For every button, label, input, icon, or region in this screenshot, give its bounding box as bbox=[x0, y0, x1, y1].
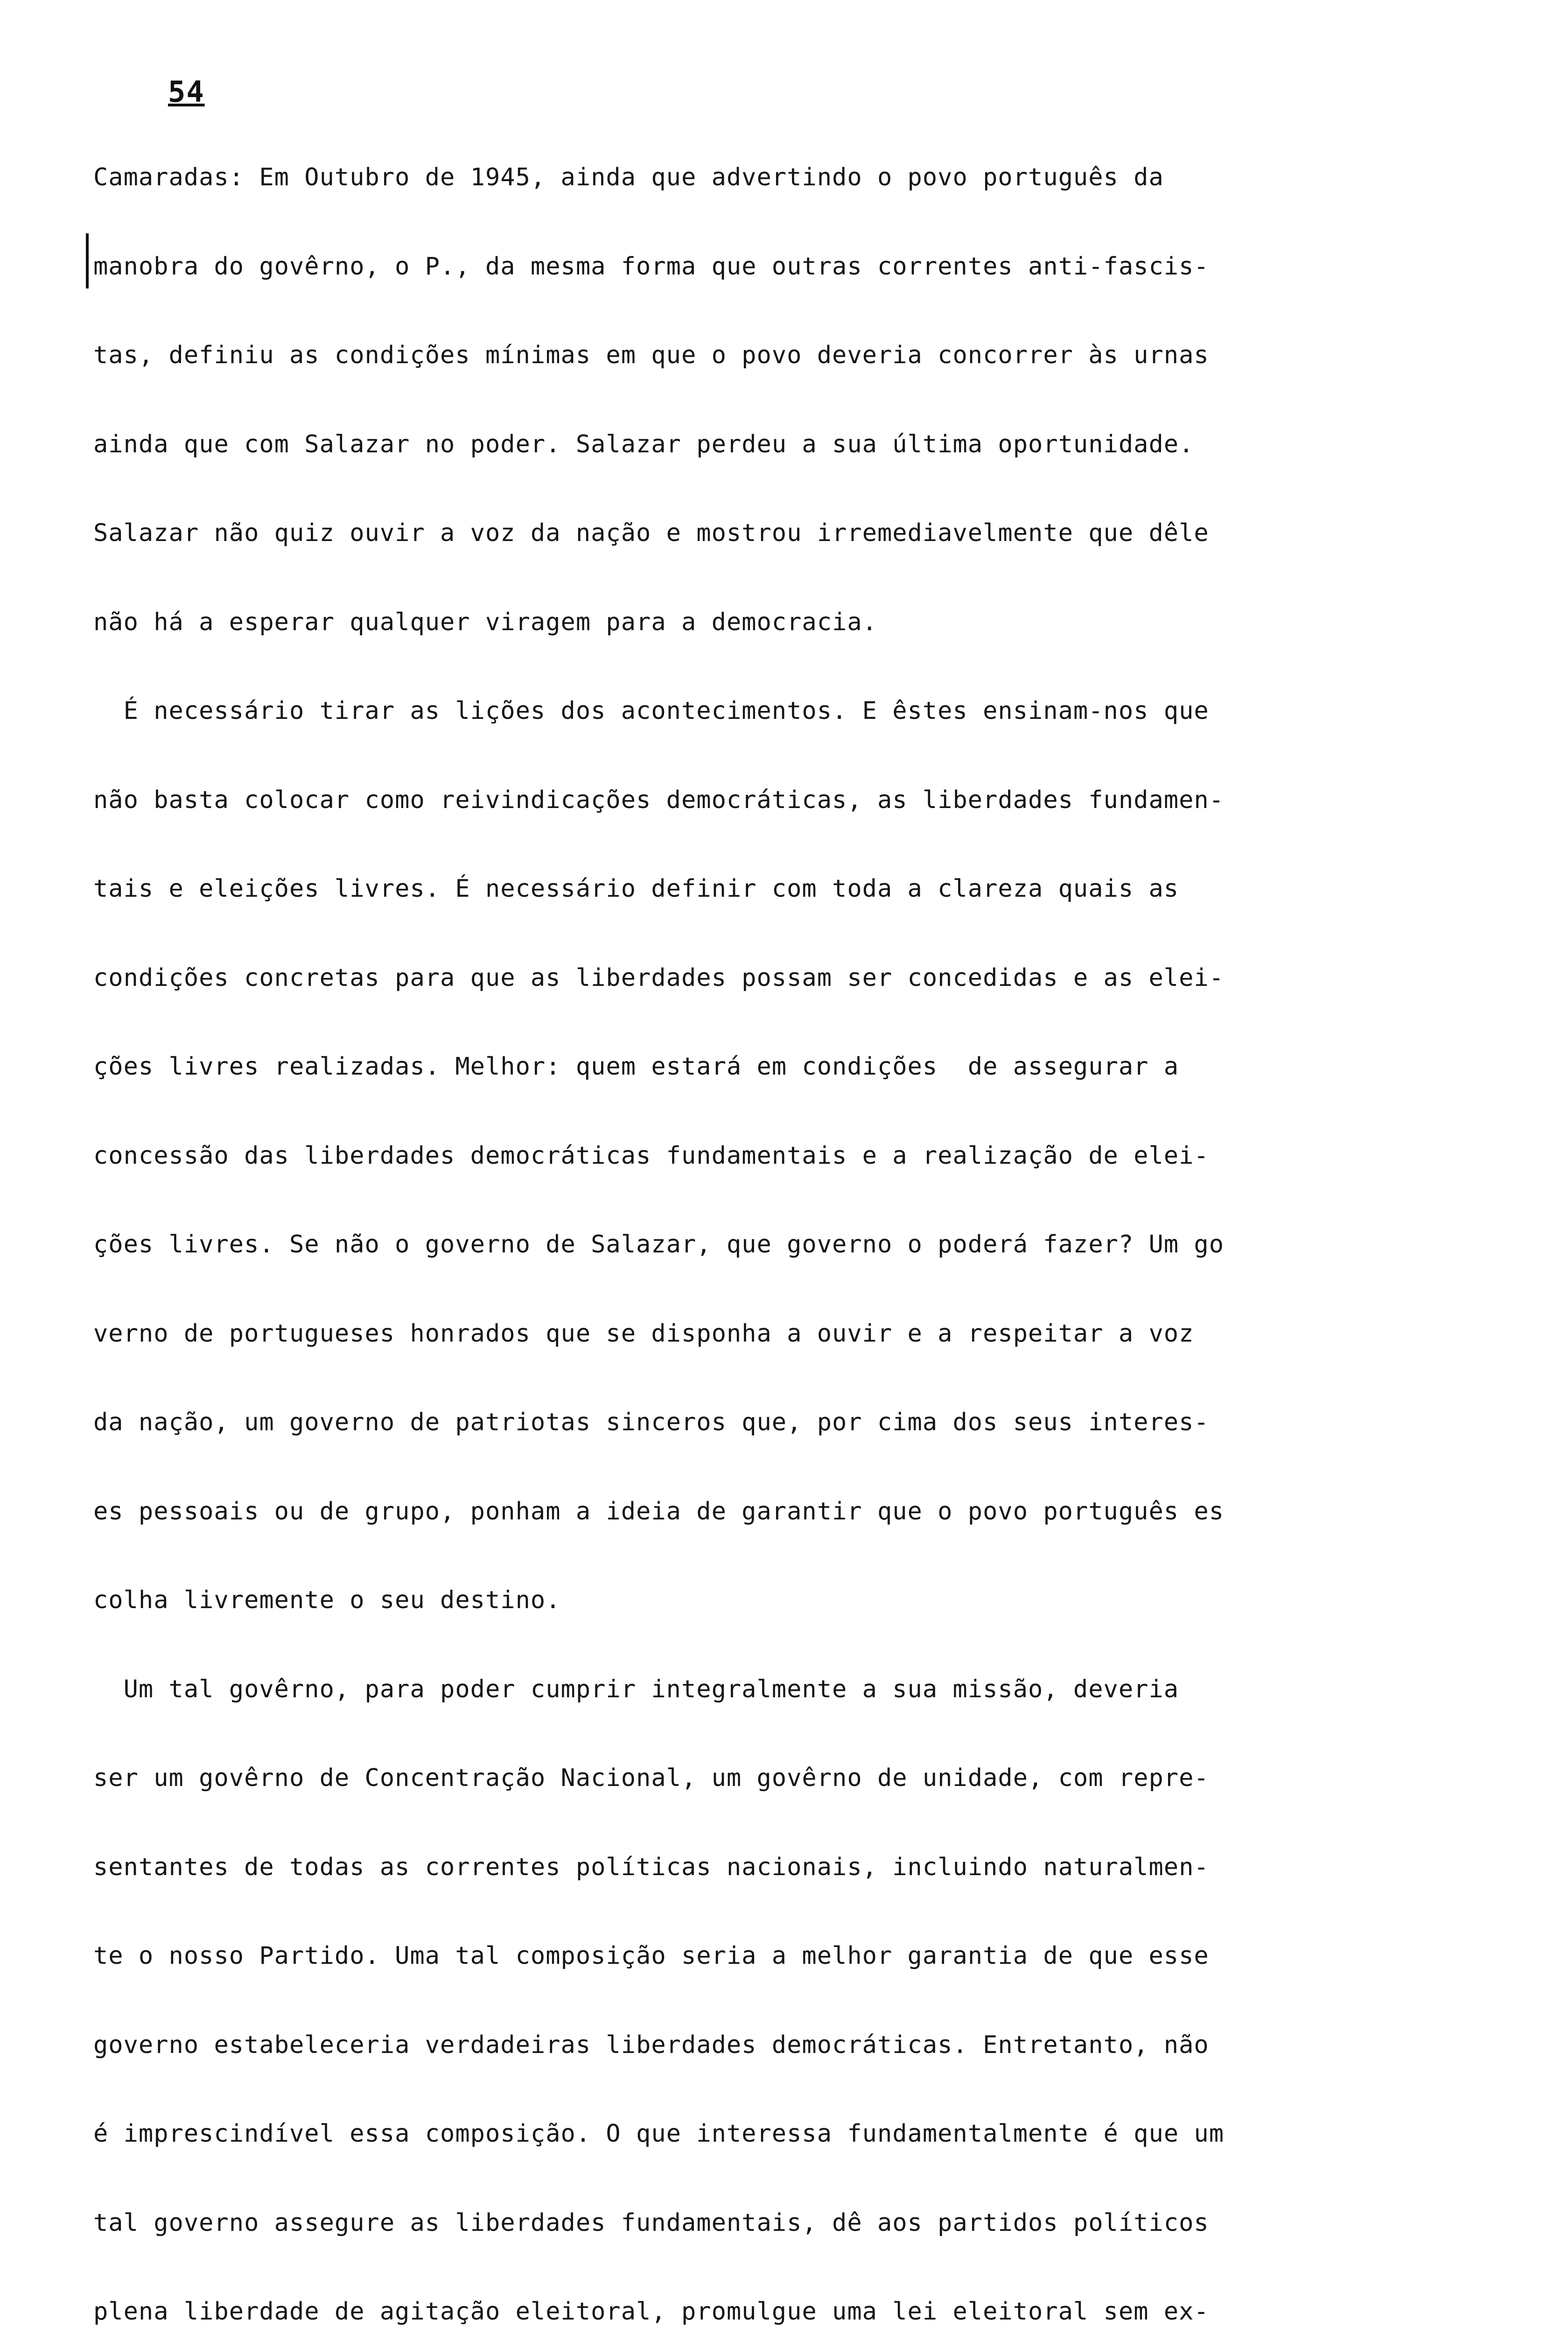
text-line: te o nosso Partido. Uma tal composição seria a melhor garantia de que esse bbox=[93, 1942, 1209, 1970]
text-line: colha livremente o seu destino. bbox=[93, 1586, 561, 1614]
typed-body-text bbox=[93, 104, 1498, 2334]
text-line: Um tal govêrno, para poder cumprir integralmente a sua missão, deveria bbox=[93, 1675, 1179, 1703]
text-line: tais e eleições livres. É necessário definir com toda a clareza quais as bbox=[93, 875, 1179, 903]
text-line: ções livres realizadas. Melhor: quem estará em condições de assegurar a bbox=[93, 1053, 1179, 1081]
text-line: es pessoais ou de grupo, ponham a ideia de garantir que o povo português es bbox=[93, 1497, 1224, 1526]
text-line: Camaradas: Em Outubro de 1945, ainda que advertindo o povo português da bbox=[93, 163, 1164, 191]
text-line: governo estabeleceria verdadeiras liberdades democráticas. Entretanto, não bbox=[93, 2031, 1209, 2059]
text-line: manobra do govêrno, o P., da mesma forma que outras correntes anti-fascis- bbox=[93, 252, 1209, 281]
text-line: É necessário tirar as lições dos acontecimentos. E êstes ensinam-nos que bbox=[93, 697, 1209, 725]
text-line: sentantes de todas as correntes políticas nacionais, incluindo naturalmen- bbox=[93, 1853, 1209, 1881]
text-line: ções livres. Se não o governo de Salazar, que governo o poderá fazer? Um go bbox=[93, 1230, 1224, 1258]
text-line: ser um govêrno de Concentração Nacional, um govêrno de unidade, com repre- bbox=[93, 1764, 1209, 1792]
text-line: não basta colocar como reivindicações democráticas, as liberdades fundamen- bbox=[93, 786, 1224, 814]
text-line: da nação, um governo de patriotas sinceros que, por cima dos seus interes- bbox=[93, 1408, 1209, 1436]
text-line: ainda que com Salazar no poder. Salazar perdeu a sua última oportunidade. bbox=[93, 430, 1194, 458]
text-line: tal governo assegure as liberdades fundamentais, dê aos partidos políticos bbox=[93, 2208, 1209, 2237]
margin-mark bbox=[86, 233, 89, 288]
text-line: não há a esperar qualquer viragem para a democracia. bbox=[93, 608, 877, 636]
text-line: plena liberdade de agitação eleitoral, promulgue uma lei eleitoral sem ex- bbox=[93, 2298, 1209, 2326]
page-number: 54 bbox=[168, 75, 205, 109]
text-line: tas, definiu as condições mínimas em que o povo deveria concorrer às urnas bbox=[93, 341, 1209, 369]
text-line: verno de portugueses honrados que se disponha a ouvir e a respeitar a voz bbox=[93, 1319, 1194, 1348]
text-line: é imprescindível essa composição. O que interessa fundamentalmente é que um bbox=[93, 2120, 1224, 2148]
text-line: condições concretas para que as liberdades possam ser concedidas e as elei- bbox=[93, 963, 1224, 992]
text-line: concessão das liberdades democráticas fundamentais e a realização de elei- bbox=[93, 1141, 1209, 1170]
text-line: Salazar não quiz ouvir a voz da nação e mostrou irremediavelmente que dêle bbox=[93, 519, 1209, 547]
